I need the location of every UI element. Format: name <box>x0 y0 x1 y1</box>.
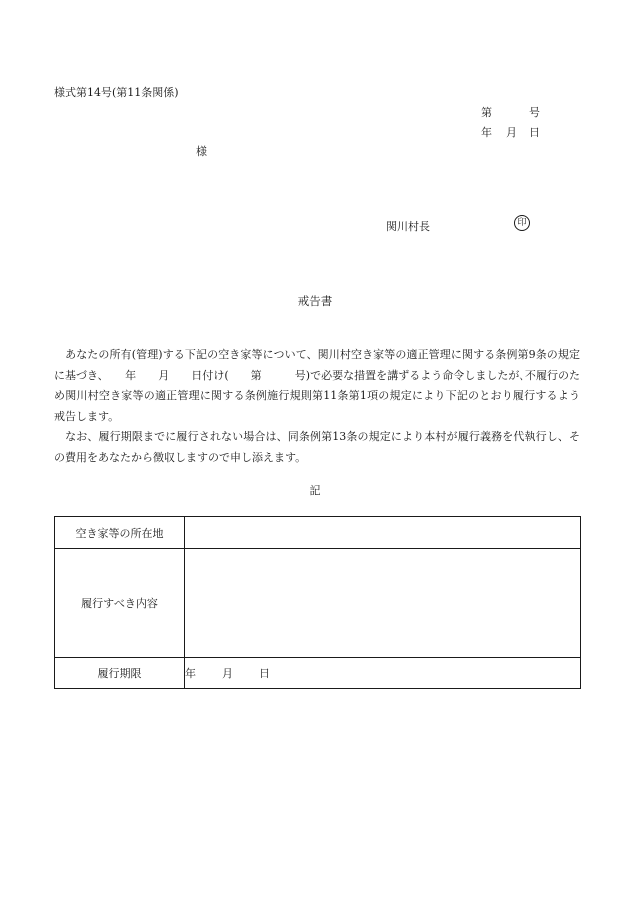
document-title: 戒告書 <box>297 294 333 308</box>
ki-heading: 記 <box>309 484 321 497</box>
deadline-day: 日 <box>259 667 270 680</box>
required-action-value <box>185 549 581 658</box>
doc-number-prefix: 第 <box>481 106 492 119</box>
table-row <box>55 549 581 658</box>
addressee-suffix: 様 <box>196 145 207 158</box>
deadline-value <box>185 658 581 689</box>
body-paragraph-1: あなたの所有(管理)する下記の空き家等について、関川村空き家等の適正管理に関する条例第9条の規定に基づき、 年 月 日付け( 第 号)で必要な措置を講ずるよう命令しましたが､不履行のため関川村空き家等の適正管理に関する条例施行規則第11条第1項の規定により下記のとおり履行するよう戒告します。 <box>54 348 580 423</box>
details-table <box>54 516 581 689</box>
location-label: 空き家等の所在地 <box>55 517 185 549</box>
body-paragraph-2: なお、履行期限までに履行されない場合は、同条例第13条の規定により本村が履行義務を代執行し、その費用をあなたから徴収しますので申し添えます。 <box>54 430 580 464</box>
date-month-label: 月 <box>506 126 517 139</box>
body-text <box>54 345 580 468</box>
doc-number-suffix: 号 <box>529 106 540 119</box>
date-year-label: 年 <box>481 126 492 139</box>
issuer-name: 関川村長 <box>386 220 430 233</box>
required-action-label: 履行すべき内容 <box>55 549 185 658</box>
seal-mark: 印 <box>514 215 530 231</box>
deadline-year: 年 <box>185 667 196 680</box>
deadline-label: 履行期限 <box>55 658 185 689</box>
table-row <box>55 658 581 689</box>
location-value <box>185 517 581 549</box>
form-number: 様式第14号(第11条関係) <box>54 86 179 99</box>
table-row <box>55 517 581 549</box>
date-day-label: 日 <box>529 126 540 139</box>
deadline-month: 月 <box>222 667 233 680</box>
